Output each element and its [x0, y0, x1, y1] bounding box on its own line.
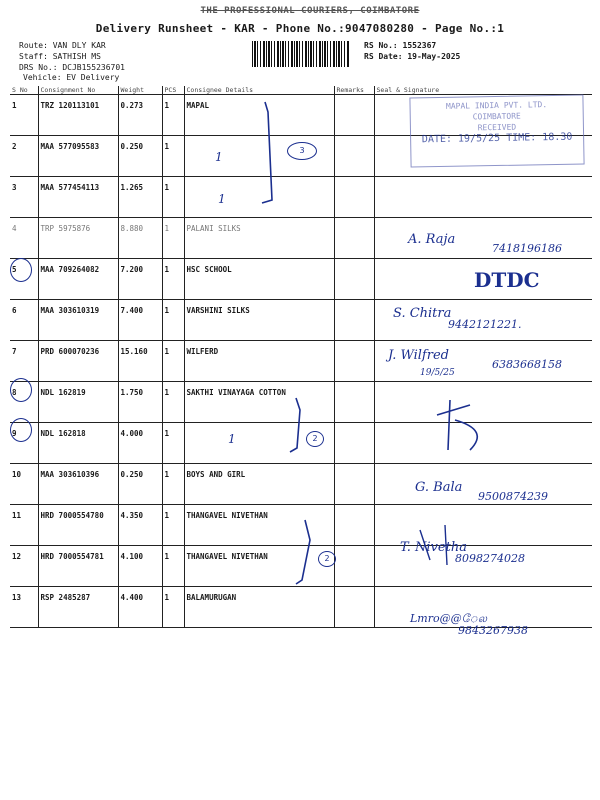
cell-weight: 0.273 — [118, 95, 162, 136]
count-circle-row9: 2 — [306, 431, 324, 447]
cell-weight: 7.400 — [118, 300, 162, 341]
row-ring-5 — [10, 258, 32, 282]
cell-cno: RSP 2485287 — [38, 587, 118, 628]
route-label: Route: VAN DLY KAR — [19, 41, 106, 50]
cell-sno: 2 — [10, 136, 38, 177]
signature-row12: T. Nivetha — [400, 540, 467, 555]
cell-pcs: 1 — [162, 341, 184, 382]
cell-pcs: 1 — [162, 423, 184, 464]
tick-mark-row3: 1 — [218, 192, 226, 206]
cell-cno: MAA 577095583 — [38, 136, 118, 177]
cell-cno: NDL 162818 — [38, 423, 118, 464]
cell-sno: 11 — [10, 505, 38, 546]
cell-sno: 4 — [10, 218, 38, 259]
cell-weight: 4.100 — [118, 546, 162, 587]
cell-cno: PRD 600070236 — [38, 341, 118, 382]
cell-cno: MAA 303610396 — [38, 464, 118, 505]
rs-date: RS Date: 19-May-2025 — [364, 52, 461, 61]
stamp-company: MAPAL INDIA PVT. LTD. — [445, 100, 548, 111]
tick-mark-row9: 1 — [228, 432, 236, 446]
cell-cno: HRD 7000554781 — [38, 546, 118, 587]
cell-pcs: 1 — [162, 546, 184, 587]
stamp-city: COIMBATORE — [472, 111, 521, 122]
cell-cno: MAA 303610319 — [38, 300, 118, 341]
cell-weight: 1.750 — [118, 382, 162, 423]
col-sno: S No — [10, 86, 38, 95]
cell-pcs: 1 — [162, 300, 184, 341]
cell-cno: NDL 162819 — [38, 382, 118, 423]
cell-consignee: BALAMURUGAN — [184, 587, 334, 628]
signature-row7: J. Wilfred — [388, 348, 449, 363]
phone-row7: 6383668158 — [492, 358, 562, 371]
cell-consignee: MAPAL — [184, 95, 334, 136]
cell-consignee: VARSHINI SILKS — [184, 300, 334, 341]
signature-row13: Lmro@@ேல — [410, 612, 487, 625]
bracket-stroke-row8 — [290, 398, 300, 452]
vehicle-label: Vehicle: EV Delivery — [23, 73, 120, 82]
cell-pcs: 1 — [162, 587, 184, 628]
cell-cno: TRZ 120113101 — [38, 95, 118, 136]
signature-row6: S. Chitra — [393, 306, 452, 321]
cell-sno: 13 — [10, 587, 38, 628]
cell-weight: 4.000 — [118, 423, 162, 464]
cell-weight: 4.350 — [118, 505, 162, 546]
cell-pcs: 1 — [162, 464, 184, 505]
count-circle-top: 3 — [287, 142, 317, 160]
cell-consignee: THANGAVEL NIVETHAN — [184, 505, 334, 546]
signature-row4: A. Raja — [408, 232, 456, 247]
cell-consignee: THANGAVEL NIVETHAN — [184, 546, 334, 587]
cell-sno: 8 — [10, 382, 38, 423]
cell-cno: HRD 7000554780 — [38, 505, 118, 546]
cell-pcs: 1 — [162, 177, 184, 218]
cell-sno: 5 — [10, 259, 38, 300]
cell-weight: 1.265 — [118, 177, 162, 218]
cell-weight: 7.200 — [118, 259, 162, 300]
count-circle-row12: 2 — [318, 551, 336, 567]
date-row7: 19/5/25 — [420, 368, 455, 378]
cell-cno: TRP 5975876 — [38, 218, 118, 259]
signature-row10: G. Bala — [415, 480, 463, 495]
cell-consignee: BOYS AND GIRL — [184, 464, 334, 505]
cell-pcs: 1 — [162, 382, 184, 423]
rs-number: RS No.: 1552367 — [364, 41, 437, 50]
col-remarks: Remarks — [334, 86, 374, 95]
col-weight: Weight — [118, 86, 162, 95]
stamp-date-time: DATE: 19/5/25 TIME: 18.30 — [421, 131, 573, 146]
col-signature: Seal & Signature — [374, 86, 592, 95]
cell-pcs: 1 — [162, 259, 184, 300]
cell-weight: 0.250 — [118, 136, 162, 177]
cell-consignee: WILFERD — [184, 341, 334, 382]
cell-cno: MAA 577454113 — [38, 177, 118, 218]
bracket-stroke-top — [262, 102, 272, 203]
bracket-stroke-row12 — [296, 520, 310, 584]
col-consignee: Consignee Details — [184, 86, 334, 95]
cell-pcs: 1 — [162, 95, 184, 136]
company-name: THE PROFESSIONAL COURIERS, COIMBATORE — [200, 6, 420, 16]
staff-label: Staff: SATHISH MS — [19, 52, 101, 61]
cell-sno: 1 — [10, 95, 38, 136]
cell-sno: 6 — [10, 300, 38, 341]
phone-row6: 9442121221. — [448, 318, 522, 331]
cell-pcs: 1 — [162, 505, 184, 546]
cell-consignee: PALANI SILKS — [184, 218, 334, 259]
phone-row13: 9843267938 — [458, 624, 528, 637]
stamp-received: RECEIVED — [477, 122, 517, 133]
phone-row10: 9500874239 — [478, 490, 548, 503]
row-ring-8 — [10, 378, 32, 402]
cell-sno: 7 — [10, 341, 38, 382]
cell-sno: 3 — [10, 177, 38, 218]
signature-scribble-row8 — [437, 400, 477, 450]
cell-sno: 12 — [10, 546, 38, 587]
row-ring-9 — [10, 418, 32, 442]
signature-row5: DTDC — [474, 268, 540, 292]
cell-sno: 9 — [10, 423, 38, 464]
cell-consignee: HSC SCHOOL — [184, 259, 334, 300]
cell-weight: 15.160 — [118, 341, 162, 382]
col-consignment: Consignment No — [38, 86, 118, 95]
phone-row12: 8098274028 — [455, 552, 525, 565]
cell-weight: 4.400 — [118, 587, 162, 628]
cell-consignee: SAKTHI VINAYAGA COTTON — [184, 382, 334, 423]
runsheet-title: Delivery Runsheet - KAR - Phone No.:9047080280 - Page No.:1 — [95, 22, 505, 35]
tick-mark-row2: 1 — [215, 150, 223, 164]
cell-pcs: 1 — [162, 136, 184, 177]
phone-row4: 7418196186 — [492, 242, 562, 255]
cell-pcs: 1 — [162, 218, 184, 259]
cell-sno: 10 — [10, 464, 38, 505]
col-pcs: PCS — [162, 86, 184, 95]
cell-weight: 0.250 — [118, 464, 162, 505]
cell-cno: MAA 709264082 — [38, 259, 118, 300]
drs-number: DRS No.: DCJB155236701 — [19, 63, 125, 72]
cell-weight: 8.880 — [118, 218, 162, 259]
